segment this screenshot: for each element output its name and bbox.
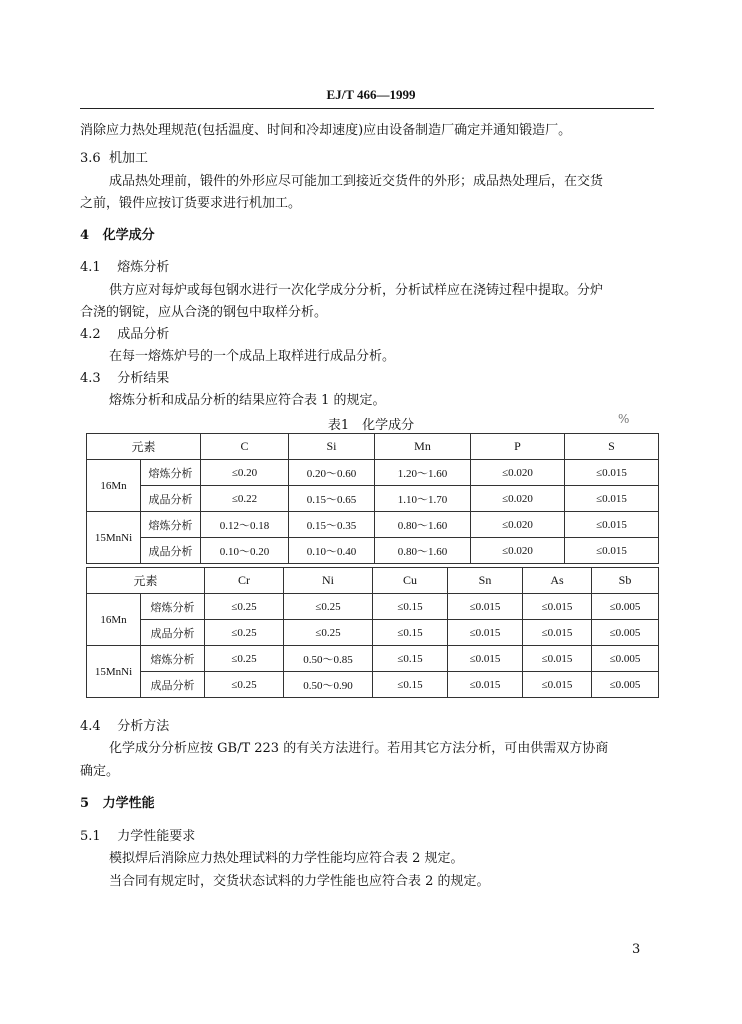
section-5-1-heading bbox=[80, 827, 195, 846]
table-header-row bbox=[87, 434, 659, 460]
value-cell: ≤0.25 bbox=[205, 646, 284, 672]
value-cell: ≤0.020 bbox=[471, 486, 565, 512]
value-cell: ≤0.015 bbox=[565, 460, 659, 486]
value-cell: ≤0.25 bbox=[284, 594, 373, 620]
section-title: 化学成分 bbox=[102, 228, 155, 243]
analysis-type-cell: 成品分析 bbox=[141, 620, 205, 646]
section-number: 4 bbox=[80, 228, 90, 243]
element-header: Cr bbox=[205, 568, 284, 594]
table-row bbox=[87, 620, 659, 646]
table-row bbox=[87, 538, 659, 564]
section-title: 分析结果 bbox=[117, 371, 170, 386]
value-cell: ≤0.020 bbox=[471, 460, 565, 486]
value-cell: 0.10～0.40 bbox=[289, 538, 375, 564]
value-cell: ≤0.015 bbox=[448, 672, 523, 698]
value-cell: ≤0.005 bbox=[592, 620, 659, 646]
section-4-3-text: 熔炼分析和成品分析的结果应符合表 1 的规定。 bbox=[109, 393, 386, 408]
element-header: P bbox=[471, 434, 565, 460]
section-5-1-text-line-2: 当合同有规定时，交货状态试料的力学性能也应符合表 2 的规定。 bbox=[109, 874, 490, 889]
value-cell: ≤0.25 bbox=[284, 620, 373, 646]
value-cell: 0.10～0.20 bbox=[201, 538, 289, 564]
section-3-6-text-line-1: 成品热处理前，锻件的外形应尽可能加工到接近交货件的外形；成品热处理后，在交货 bbox=[109, 174, 604, 189]
header-rule bbox=[80, 108, 654, 109]
table-row bbox=[87, 594, 659, 620]
table-row bbox=[87, 460, 659, 486]
section-3-6-text-line-2: 之前，锻件应按订货要求进行机加工。 bbox=[80, 196, 302, 211]
section-4-1-heading bbox=[80, 258, 169, 277]
section-title: 熔炼分析 bbox=[117, 260, 170, 275]
element-header: Cu bbox=[373, 568, 448, 594]
section-4-4-text-line-2: 确定。 bbox=[80, 764, 120, 779]
value-cell: ≤0.005 bbox=[592, 672, 659, 698]
grade-cell: 15MnNi bbox=[87, 512, 141, 564]
standard-code-header: EJ/T 466—1999 bbox=[326, 87, 416, 102]
section-5-1-text-line-1: 模拟焊后消除应力热处理试料的力学性能均应符合表 2 规定。 bbox=[109, 851, 464, 866]
table-row bbox=[87, 512, 659, 538]
section-title: 力学性能要求 bbox=[117, 829, 196, 844]
analysis-type-cell: 熔炼分析 bbox=[141, 646, 205, 672]
table-row bbox=[87, 646, 659, 672]
grade-cell: 16Mn bbox=[87, 594, 141, 646]
section-3-6-heading bbox=[80, 149, 148, 168]
section-4-4-text-line-1: 化学成分分析应按 GB/T 223 的有关方法进行。若用其它方法分析，可由供需双方协商 bbox=[109, 741, 609, 756]
element-label-cell: 元素 bbox=[87, 434, 201, 460]
section-title: 力学性能 bbox=[102, 796, 155, 811]
value-cell: 0.50～0.90 bbox=[284, 672, 373, 698]
element-header: Sn bbox=[448, 568, 523, 594]
analysis-type-cell: 熔炼分析 bbox=[141, 460, 201, 486]
chemical-composition-table-part-2 bbox=[86, 567, 659, 698]
element-header: Si bbox=[289, 434, 375, 460]
analysis-type-cell: 成品分析 bbox=[141, 672, 205, 698]
value-cell: ≤0.22 bbox=[201, 486, 289, 512]
section-title: 机加工 bbox=[108, 151, 148, 166]
value-cell: ≤0.020 bbox=[471, 512, 565, 538]
section-4-heading bbox=[80, 226, 155, 245]
section-4-1-text-line-2: 合浇的钢锭，应从合浇的钢包中取样分析。 bbox=[80, 305, 328, 320]
table-caption: 表1 化学成分 bbox=[327, 418, 415, 433]
page-number: 3 bbox=[632, 942, 641, 957]
value-cell: ≤0.20 bbox=[201, 460, 289, 486]
analysis-type-cell: 成品分析 bbox=[141, 538, 201, 564]
element-label-cell: 元素 bbox=[87, 568, 205, 594]
value-cell: ≤0.25 bbox=[205, 620, 284, 646]
value-cell: ≤0.25 bbox=[205, 594, 284, 620]
element-header: As bbox=[523, 568, 592, 594]
chemical-composition-table-part-1 bbox=[86, 433, 659, 564]
value-cell: ≤0.015 bbox=[565, 512, 659, 538]
section-title: 成品分析 bbox=[117, 327, 170, 342]
value-cell: ≤0.015 bbox=[523, 646, 592, 672]
value-cell: ≤0.15 bbox=[373, 620, 448, 646]
paragraph-continuation: 消除应力热处理规范(包括温度、时间和冷却速度)应由设备制造厂确定并通知锻造厂。 bbox=[80, 123, 572, 138]
value-cell: ≤0.25 bbox=[205, 672, 284, 698]
section-4-4-heading bbox=[80, 717, 169, 736]
grade-cell: 16Mn bbox=[87, 460, 141, 512]
section-number: 4.1 bbox=[80, 260, 101, 275]
element-header: S bbox=[565, 434, 659, 460]
analysis-type-cell: 熔炼分析 bbox=[141, 594, 205, 620]
table-header-row bbox=[87, 568, 659, 594]
value-cell: ≤0.15 bbox=[373, 672, 448, 698]
section-number: 5.1 bbox=[80, 829, 101, 844]
value-cell: 0.15～0.35 bbox=[289, 512, 375, 538]
section-title: 分析方法 bbox=[117, 719, 170, 734]
value-cell: ≤0.015 bbox=[565, 538, 659, 564]
value-cell: ≤0.015 bbox=[523, 620, 592, 646]
section-4-3-heading bbox=[80, 369, 169, 388]
value-cell: 1.10～1.70 bbox=[375, 486, 471, 512]
section-number: 4.4 bbox=[80, 719, 101, 734]
section-4-1-text-line-1: 供方应对每炉或每包钢水进行一次化学成分分析，分析试样应在浇铸过程中提取。分炉 bbox=[109, 283, 604, 298]
value-cell: 0.20～0.60 bbox=[289, 460, 375, 486]
value-cell: ≤0.005 bbox=[592, 646, 659, 672]
value-cell: ≤0.005 bbox=[592, 594, 659, 620]
section-number: 4.2 bbox=[80, 327, 101, 342]
value-cell: ≤0.020 bbox=[471, 538, 565, 564]
section-4-2-heading bbox=[80, 325, 169, 344]
value-cell: ≤0.015 bbox=[448, 594, 523, 620]
value-cell: ≤0.15 bbox=[373, 646, 448, 672]
section-number: 3.6 bbox=[80, 151, 101, 166]
section-5-heading bbox=[80, 794, 155, 813]
section-4-2-text: 在每一熔炼炉号的一个成品上取样进行成品分析。 bbox=[109, 349, 396, 364]
element-header: Mn bbox=[375, 434, 471, 460]
element-header: C bbox=[201, 434, 289, 460]
element-header: Ni bbox=[284, 568, 373, 594]
table-row bbox=[87, 672, 659, 698]
section-number: 4.3 bbox=[80, 371, 101, 386]
value-cell: ≤0.15 bbox=[373, 594, 448, 620]
value-cell: 0.12～0.18 bbox=[201, 512, 289, 538]
table-unit: % bbox=[618, 412, 630, 426]
value-cell: ≤0.015 bbox=[448, 620, 523, 646]
value-cell: ≤0.015 bbox=[448, 646, 523, 672]
value-cell: ≤0.015 bbox=[523, 594, 592, 620]
value-cell: 1.20～1.60 bbox=[375, 460, 471, 486]
value-cell: ≤0.015 bbox=[565, 486, 659, 512]
value-cell: 0.80～1.60 bbox=[375, 538, 471, 564]
value-cell: ≤0.015 bbox=[523, 672, 592, 698]
element-header: Sb bbox=[592, 568, 659, 594]
table-row bbox=[87, 486, 659, 512]
value-cell: 0.50～0.85 bbox=[284, 646, 373, 672]
section-number: 5 bbox=[80, 796, 90, 811]
analysis-type-cell: 成品分析 bbox=[141, 486, 201, 512]
value-cell: 0.80～1.60 bbox=[375, 512, 471, 538]
analysis-type-cell: 熔炼分析 bbox=[141, 512, 201, 538]
value-cell: 0.15～0.65 bbox=[289, 486, 375, 512]
grade-cell: 15MnNi bbox=[87, 646, 141, 698]
